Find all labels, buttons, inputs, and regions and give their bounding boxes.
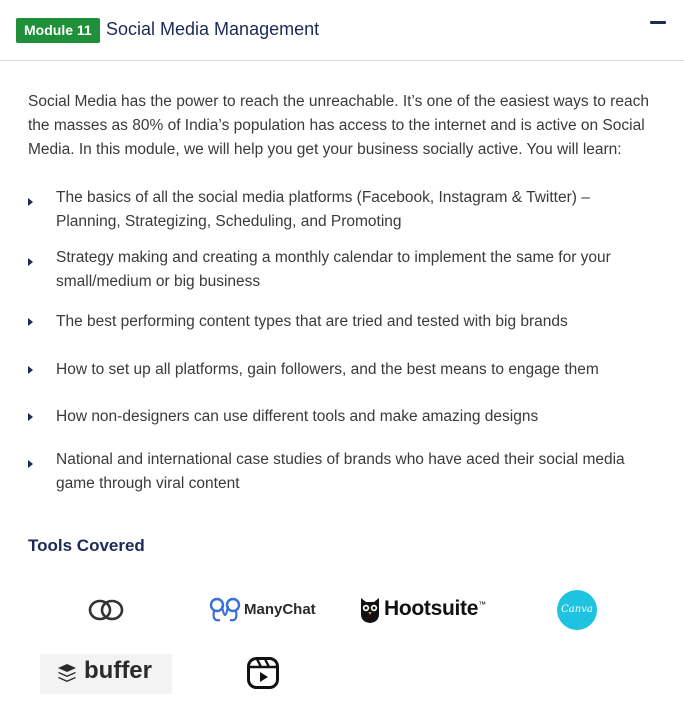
buffer-stack-icon <box>56 663 78 683</box>
caret-right-icon <box>28 460 33 468</box>
module-title: Social Media Management <box>106 19 320 39</box>
list-item-text: The basics of all the social media platforms (Facebook, Instagram & Twitter) – Planning, Strategizing, Scheduling, and Promoting <box>56 189 590 230</box>
buffer-label: buffer <box>84 657 152 684</box>
canva-logo-icon: Canva <box>557 590 597 630</box>
caret-right-icon <box>28 366 33 374</box>
minus-icon[interactable] <box>650 21 666 24</box>
list-item-text: How non-designers can use different tools and make amazing designs <box>56 408 539 425</box>
module-intro: Social Media has the power to reach the unreachable. It’s one of the easiest ways to reach the masses as 80% of India’s population has access to the internet and is active on Social Media. In this module, we will help you get your business socially active. You will learn: <box>28 93 649 158</box>
module-header[interactable] <box>0 0 684 61</box>
list-item-text: Strategy making and creating a monthly calendar to implement the same for your small/medium or big business <box>56 249 611 290</box>
tools-heading: Tools Covered <box>28 536 145 555</box>
module-badge: Module 11 <box>16 18 100 43</box>
hootsuite-owl-icon <box>359 596 381 624</box>
manychat-label: ManyChat <box>244 601 316 618</box>
caret-right-icon <box>28 318 33 326</box>
hootsuite-label: Hootsuite™ <box>384 597 486 620</box>
manychat-logo-icon <box>208 596 242 626</box>
reels-icon <box>246 656 280 690</box>
caret-right-icon <box>28 198 33 206</box>
list-item-text: The best performing content types that are tried and tested with big brands <box>56 313 568 330</box>
list-item-text: How to set up all platforms, gain followers, and the best means to engage them <box>56 361 599 378</box>
caret-right-icon <box>28 258 33 266</box>
loop-logo-icon <box>88 596 124 624</box>
caret-right-icon <box>28 413 33 421</box>
list-item-text: National and international case studies of brands who have aced their social media game through viral content <box>56 451 625 492</box>
